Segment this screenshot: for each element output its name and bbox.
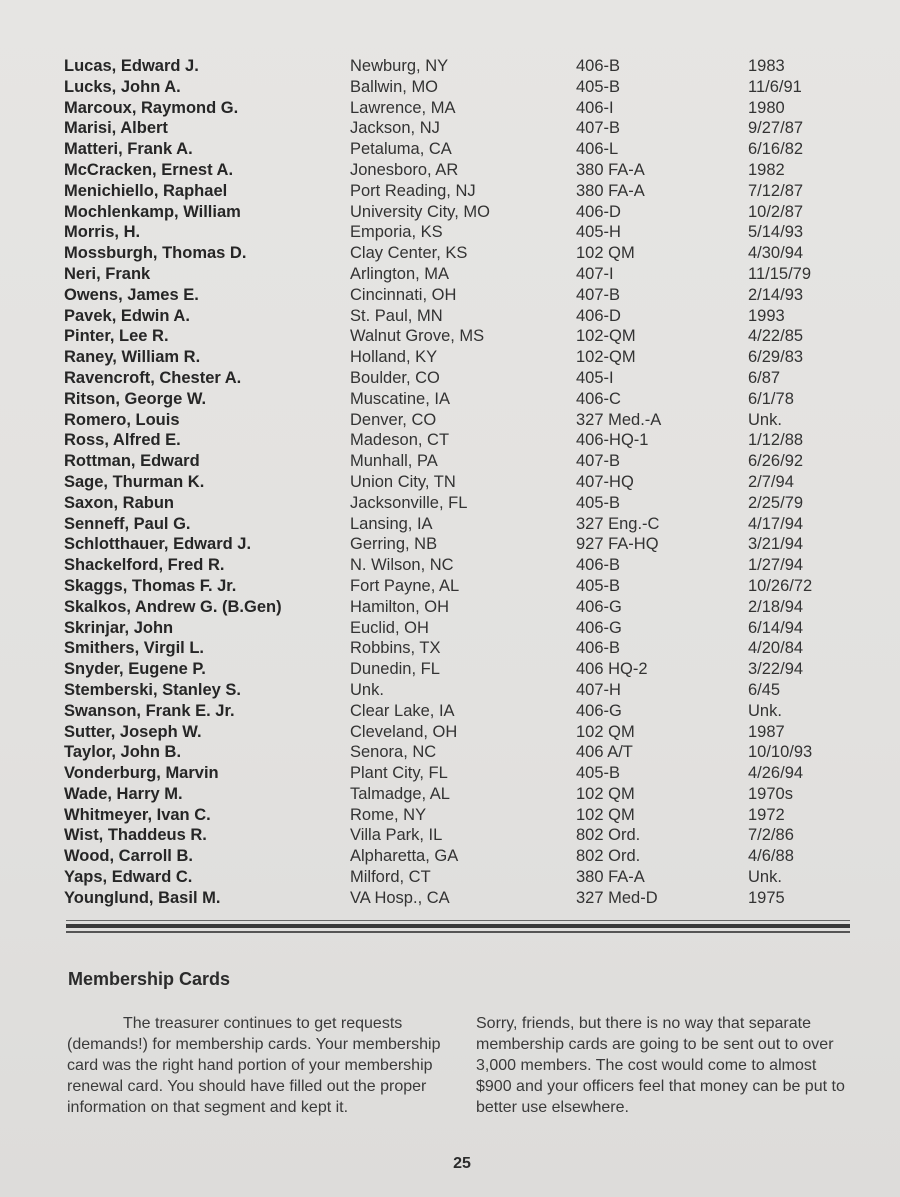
member-hometown: Hamilton, OH xyxy=(350,597,450,616)
member-name: Ritson, George W. xyxy=(64,389,207,408)
member-name: Romero, Louis xyxy=(64,410,180,429)
roster-list xyxy=(64,56,864,909)
member-name: Lucks, John A. xyxy=(64,77,181,96)
roster-row xyxy=(64,264,864,285)
roster-row xyxy=(64,659,864,680)
member-unit: 406-G xyxy=(576,701,622,720)
member-unit: 406-G xyxy=(576,597,622,616)
roster-row xyxy=(64,846,864,867)
member-name: Skaggs, Thomas F. Jr. xyxy=(64,576,237,595)
member-hometown: Fort Payne, AL xyxy=(350,576,460,595)
roster-row xyxy=(64,825,864,846)
member-unit: 102 QM xyxy=(576,722,635,741)
member-name: Saxon, Rabun xyxy=(64,493,175,512)
member-unit: 407-B xyxy=(576,119,621,138)
roster-row xyxy=(64,888,864,909)
member-unit: 406-G xyxy=(576,618,622,637)
member-name: Neri, Frank xyxy=(64,264,151,283)
roster-row xyxy=(64,493,864,514)
roster-row xyxy=(64,597,864,618)
member-name: Rottman, Edward xyxy=(64,452,200,471)
member-date: 6/16/82 xyxy=(748,140,804,159)
roster-row xyxy=(64,368,864,389)
member-date: Unk. xyxy=(748,868,782,887)
roster-row xyxy=(64,285,864,306)
roster-row xyxy=(64,701,864,722)
roster-row xyxy=(64,306,864,327)
member-date: 1970s xyxy=(748,784,793,803)
member-unit: 406 A/T xyxy=(576,743,633,762)
member-date: 1993 xyxy=(748,306,785,325)
member-hometown: Euclid, OH xyxy=(350,618,429,637)
member-unit: 406 HQ-2 xyxy=(576,660,648,679)
section-title: Membership Cards xyxy=(68,969,231,989)
roster-row xyxy=(64,160,864,181)
roster-row xyxy=(64,576,864,597)
member-hometown: Boulder, CO xyxy=(350,368,440,387)
member-name: Skrinjar, John xyxy=(64,618,174,637)
member-hometown: St. Paul, MN xyxy=(350,306,443,325)
member-date: 11/6/91 xyxy=(748,77,802,96)
member-unit: 407-B xyxy=(576,285,621,304)
member-name: Mossburgh, Thomas D. xyxy=(64,244,247,263)
divider-rule-top xyxy=(66,920,850,921)
member-hometown: Petaluma, CA xyxy=(350,140,452,159)
member-hometown: Madeson, CT xyxy=(350,431,450,450)
member-name: Ross, Alfred E. xyxy=(64,431,181,450)
member-unit: 407-H xyxy=(576,680,621,699)
member-unit: 406-I xyxy=(576,98,614,117)
member-hometown: Denver, CO xyxy=(350,410,437,429)
roster-row xyxy=(64,514,864,535)
member-date: 2/18/94 xyxy=(748,597,804,616)
member-hometown: Lansing, IA xyxy=(350,514,433,533)
member-unit: 327 Med.-A xyxy=(576,410,662,429)
member-unit: 406-C xyxy=(576,389,621,408)
member-hometown: Munhall, PA xyxy=(350,452,438,471)
member-date: 1975 xyxy=(748,888,785,907)
member-hometown: VA Hosp., CA xyxy=(350,888,450,907)
roster-row xyxy=(64,118,864,139)
member-name: Younglund, Basil M. xyxy=(64,888,221,907)
member-name: Matteri, Frank A. xyxy=(64,140,193,159)
member-unit: 405-B xyxy=(576,77,621,96)
member-name: Stemberski, Stanley S. xyxy=(64,680,241,699)
roster-row xyxy=(64,181,864,202)
member-name: McCracken, Ernest A. xyxy=(64,160,234,179)
member-unit: 802 Ord. xyxy=(576,826,641,845)
member-unit: 927 FA-HQ xyxy=(576,535,659,554)
member-name: Wade, Harry M. xyxy=(64,784,183,803)
member-hometown: Rome, NY xyxy=(350,805,427,824)
member-date: 11/15/79 xyxy=(748,264,812,283)
member-date: 4/6/88 xyxy=(748,847,794,866)
member-hometown: Union City, TN xyxy=(350,472,456,491)
roster-row xyxy=(64,784,864,805)
member-date: 6/1/78 xyxy=(748,389,794,408)
member-unit: 102-QM xyxy=(576,348,636,367)
roster-row xyxy=(64,680,864,701)
member-unit: 102 QM xyxy=(576,805,635,824)
member-unit: 802 Ord. xyxy=(576,847,641,866)
member-date: 7/2/86 xyxy=(748,826,794,845)
roster-row xyxy=(64,451,864,472)
member-name: Ravencroft, Chester A. xyxy=(64,368,242,387)
member-unit: 102-QM xyxy=(576,327,636,346)
member-hometown: Lawrence, MA xyxy=(350,98,456,117)
member-unit: 405-B xyxy=(576,764,621,783)
roster-row xyxy=(64,430,864,451)
roster-row xyxy=(64,326,864,347)
member-name: Pavek, Edwin A. xyxy=(64,306,190,325)
member-name: Morris, H. xyxy=(64,223,141,242)
member-date: 1972 xyxy=(748,805,785,824)
roster-row xyxy=(64,618,864,639)
member-name: Sutter, Joseph W. xyxy=(64,722,202,741)
member-date: 5/14/93 xyxy=(748,223,804,242)
member-name: Pinter, Lee R. xyxy=(64,327,169,346)
member-date: 1/27/94 xyxy=(748,556,804,575)
member-date: 3/21/94 xyxy=(748,535,804,554)
member-unit: 407-B xyxy=(576,452,621,471)
member-unit: 405-B xyxy=(576,576,621,595)
roster-row xyxy=(64,555,864,576)
member-unit: 407-I xyxy=(576,264,614,283)
member-unit: 406-D xyxy=(576,306,621,325)
member-name: Schlotthauer, Edward J. xyxy=(64,535,252,554)
member-hometown: Senora, NC xyxy=(350,743,437,762)
member-name: Marisi, Albert xyxy=(64,119,168,138)
member-date: 6/45 xyxy=(748,680,781,699)
member-hometown: Jackson, NJ xyxy=(350,119,440,138)
member-name: Senneff, Paul G. xyxy=(64,514,191,533)
member-hometown: Unk. xyxy=(350,680,384,699)
member-unit: 406-B xyxy=(576,57,621,75)
member-unit: 406-HQ-1 xyxy=(576,431,649,450)
member-hometown: N. Wilson, NC xyxy=(350,556,454,575)
divider-rule-thick xyxy=(66,924,850,928)
member-date: 6/29/83 xyxy=(748,348,804,367)
member-date: 9/27/87 xyxy=(748,119,804,138)
member-hometown: Milford, CT xyxy=(350,868,431,887)
member-name: Owens, James E. xyxy=(64,285,199,304)
roster-row xyxy=(64,347,864,368)
member-unit: 406-B xyxy=(576,639,621,658)
member-hometown: Jonesboro, AR xyxy=(350,160,459,179)
roster-row xyxy=(64,472,864,493)
member-hometown: Gerring, NB xyxy=(350,535,438,554)
membership-paragraph-left: The treasurer continues to get requests (demands!) for membership cards. Your membership card was the right hand portion of your membership renewal card. You should have filled out the proper information on that segment and kept it. xyxy=(67,1015,441,1116)
roster-row xyxy=(64,98,864,119)
member-date: 2/7/94 xyxy=(748,472,794,491)
member-name: Raney, William R. xyxy=(64,348,201,367)
member-hometown: Newburg, NY xyxy=(350,57,449,75)
member-name: Menichiello, Raphael xyxy=(64,181,228,200)
member-name: Yaps, Edward C. xyxy=(64,868,193,887)
member-date: 4/17/94 xyxy=(748,514,804,533)
member-date: 1983 xyxy=(748,57,785,75)
member-date: 10/2/87 xyxy=(748,202,804,221)
member-hometown: Talmadge, AL xyxy=(350,784,450,803)
member-date: 4/26/94 xyxy=(748,764,804,783)
member-date: 4/20/84 xyxy=(748,639,804,658)
member-name: Shackelford, Fred R. xyxy=(64,556,225,575)
member-date: 6/26/92 xyxy=(748,452,804,471)
member-name: Whitmeyer, Ivan C. xyxy=(64,805,211,824)
roster-row xyxy=(64,534,864,555)
member-unit: 406-L xyxy=(576,140,619,159)
member-hometown: Port Reading, NJ xyxy=(350,181,476,200)
roster-row xyxy=(64,805,864,826)
member-name: Lucas, Edward J. xyxy=(64,57,199,75)
page-number: 25 xyxy=(453,1155,471,1172)
member-unit: 102 QM xyxy=(576,784,635,803)
member-date: Unk. xyxy=(748,701,782,720)
roster-row xyxy=(64,139,864,160)
member-hometown: Plant City, FL xyxy=(350,764,448,783)
roster-row xyxy=(64,722,864,743)
member-date: 10/26/72 xyxy=(748,576,813,595)
member-name: Taylor, John B. xyxy=(64,743,182,762)
member-hometown: Arlington, MA xyxy=(350,264,450,283)
member-name: Swanson, Frank E. Jr. xyxy=(64,701,235,720)
membership-paragraph-right: Sorry, friends, but there is no way that separate membership cards are going to be sent out to over 3,000 members. The cost would come to almost $900 and your officers feel that money can be put to better use elsewhere. xyxy=(476,1015,845,1116)
roster-row xyxy=(64,389,864,410)
roster-row xyxy=(64,763,864,784)
roster-row xyxy=(64,77,864,98)
roster-row xyxy=(64,410,864,431)
member-unit: 406-D xyxy=(576,202,621,221)
member-hometown: Muscatine, IA xyxy=(350,389,450,408)
member-date: 2/25/79 xyxy=(748,493,804,512)
roster-row xyxy=(64,243,864,264)
member-date: 6/14/94 xyxy=(748,618,804,637)
member-hometown: University City, MO xyxy=(350,202,490,221)
roster-row xyxy=(64,202,864,223)
member-date: 4/30/94 xyxy=(748,244,804,263)
member-name: Vonderburg, Marvin xyxy=(64,764,219,783)
member-hometown: Dunedin, FL xyxy=(350,660,440,679)
roster-row xyxy=(64,638,864,659)
member-unit: 407-HQ xyxy=(576,472,634,491)
member-hometown: Cincinnati, OH xyxy=(350,285,457,304)
member-name: Sage, Thurman K. xyxy=(64,472,205,491)
member-unit: 380 FA-A xyxy=(576,181,645,200)
member-hometown: Robbins, TX xyxy=(350,639,441,658)
member-date: 7/12/87 xyxy=(748,181,804,200)
member-unit: 405-B xyxy=(576,493,621,512)
member-name: Mochlenkamp, William xyxy=(64,202,241,221)
member-unit: 327 Med-D xyxy=(576,888,658,907)
member-unit: 380 FA-A xyxy=(576,868,645,887)
member-name: Wood, Carroll B. xyxy=(64,847,193,866)
divider-rule-bottom xyxy=(66,931,850,933)
member-hometown: Villa Park, IL xyxy=(350,826,443,845)
member-hometown: Jacksonville, FL xyxy=(350,493,468,512)
member-hometown: Walnut Grove, MS xyxy=(350,327,485,346)
member-date: 4/22/85 xyxy=(748,327,804,346)
member-hometown: Clay Center, KS xyxy=(350,244,468,263)
member-date: 10/10/93 xyxy=(748,743,813,762)
member-name: Smithers, Virgil L. xyxy=(64,639,204,658)
member-unit: 327 Eng.-C xyxy=(576,514,660,533)
member-hometown: Cleveland, OH xyxy=(350,722,458,741)
member-hometown: Holland, KY xyxy=(350,348,438,367)
member-hometown: Alpharetta, GA xyxy=(350,847,459,866)
member-date: Unk. xyxy=(748,410,782,429)
member-name: Wist, Thaddeus R. xyxy=(64,826,207,845)
roster-row xyxy=(64,867,864,888)
member-date: 2/14/93 xyxy=(748,285,804,304)
member-date: 1982 xyxy=(748,160,785,179)
member-unit: 405-I xyxy=(576,368,614,387)
member-date: 1/12/88 xyxy=(748,431,804,450)
roster-row xyxy=(64,222,864,243)
member-date: 3/22/94 xyxy=(748,660,804,679)
roster-row xyxy=(64,56,864,77)
member-unit: 102 QM xyxy=(576,244,635,263)
member-name: Skalkos, Andrew G. (B.Gen) xyxy=(64,597,282,616)
member-name: Marcoux, Raymond G. xyxy=(64,98,239,117)
member-name: Snyder, Eugene P. xyxy=(64,660,206,679)
member-unit: 380 FA-A xyxy=(576,160,645,179)
member-date: 6/87 xyxy=(748,368,781,387)
member-date: 1987 xyxy=(748,722,785,741)
member-date: 1980 xyxy=(748,98,785,117)
member-hometown: Emporia, KS xyxy=(350,223,443,242)
roster-row xyxy=(64,742,864,763)
member-unit: 405-H xyxy=(576,223,621,242)
member-hometown: Ballwin, MO xyxy=(350,77,439,96)
member-hometown: Clear Lake, IA xyxy=(350,701,455,720)
member-unit: 406-B xyxy=(576,556,621,575)
